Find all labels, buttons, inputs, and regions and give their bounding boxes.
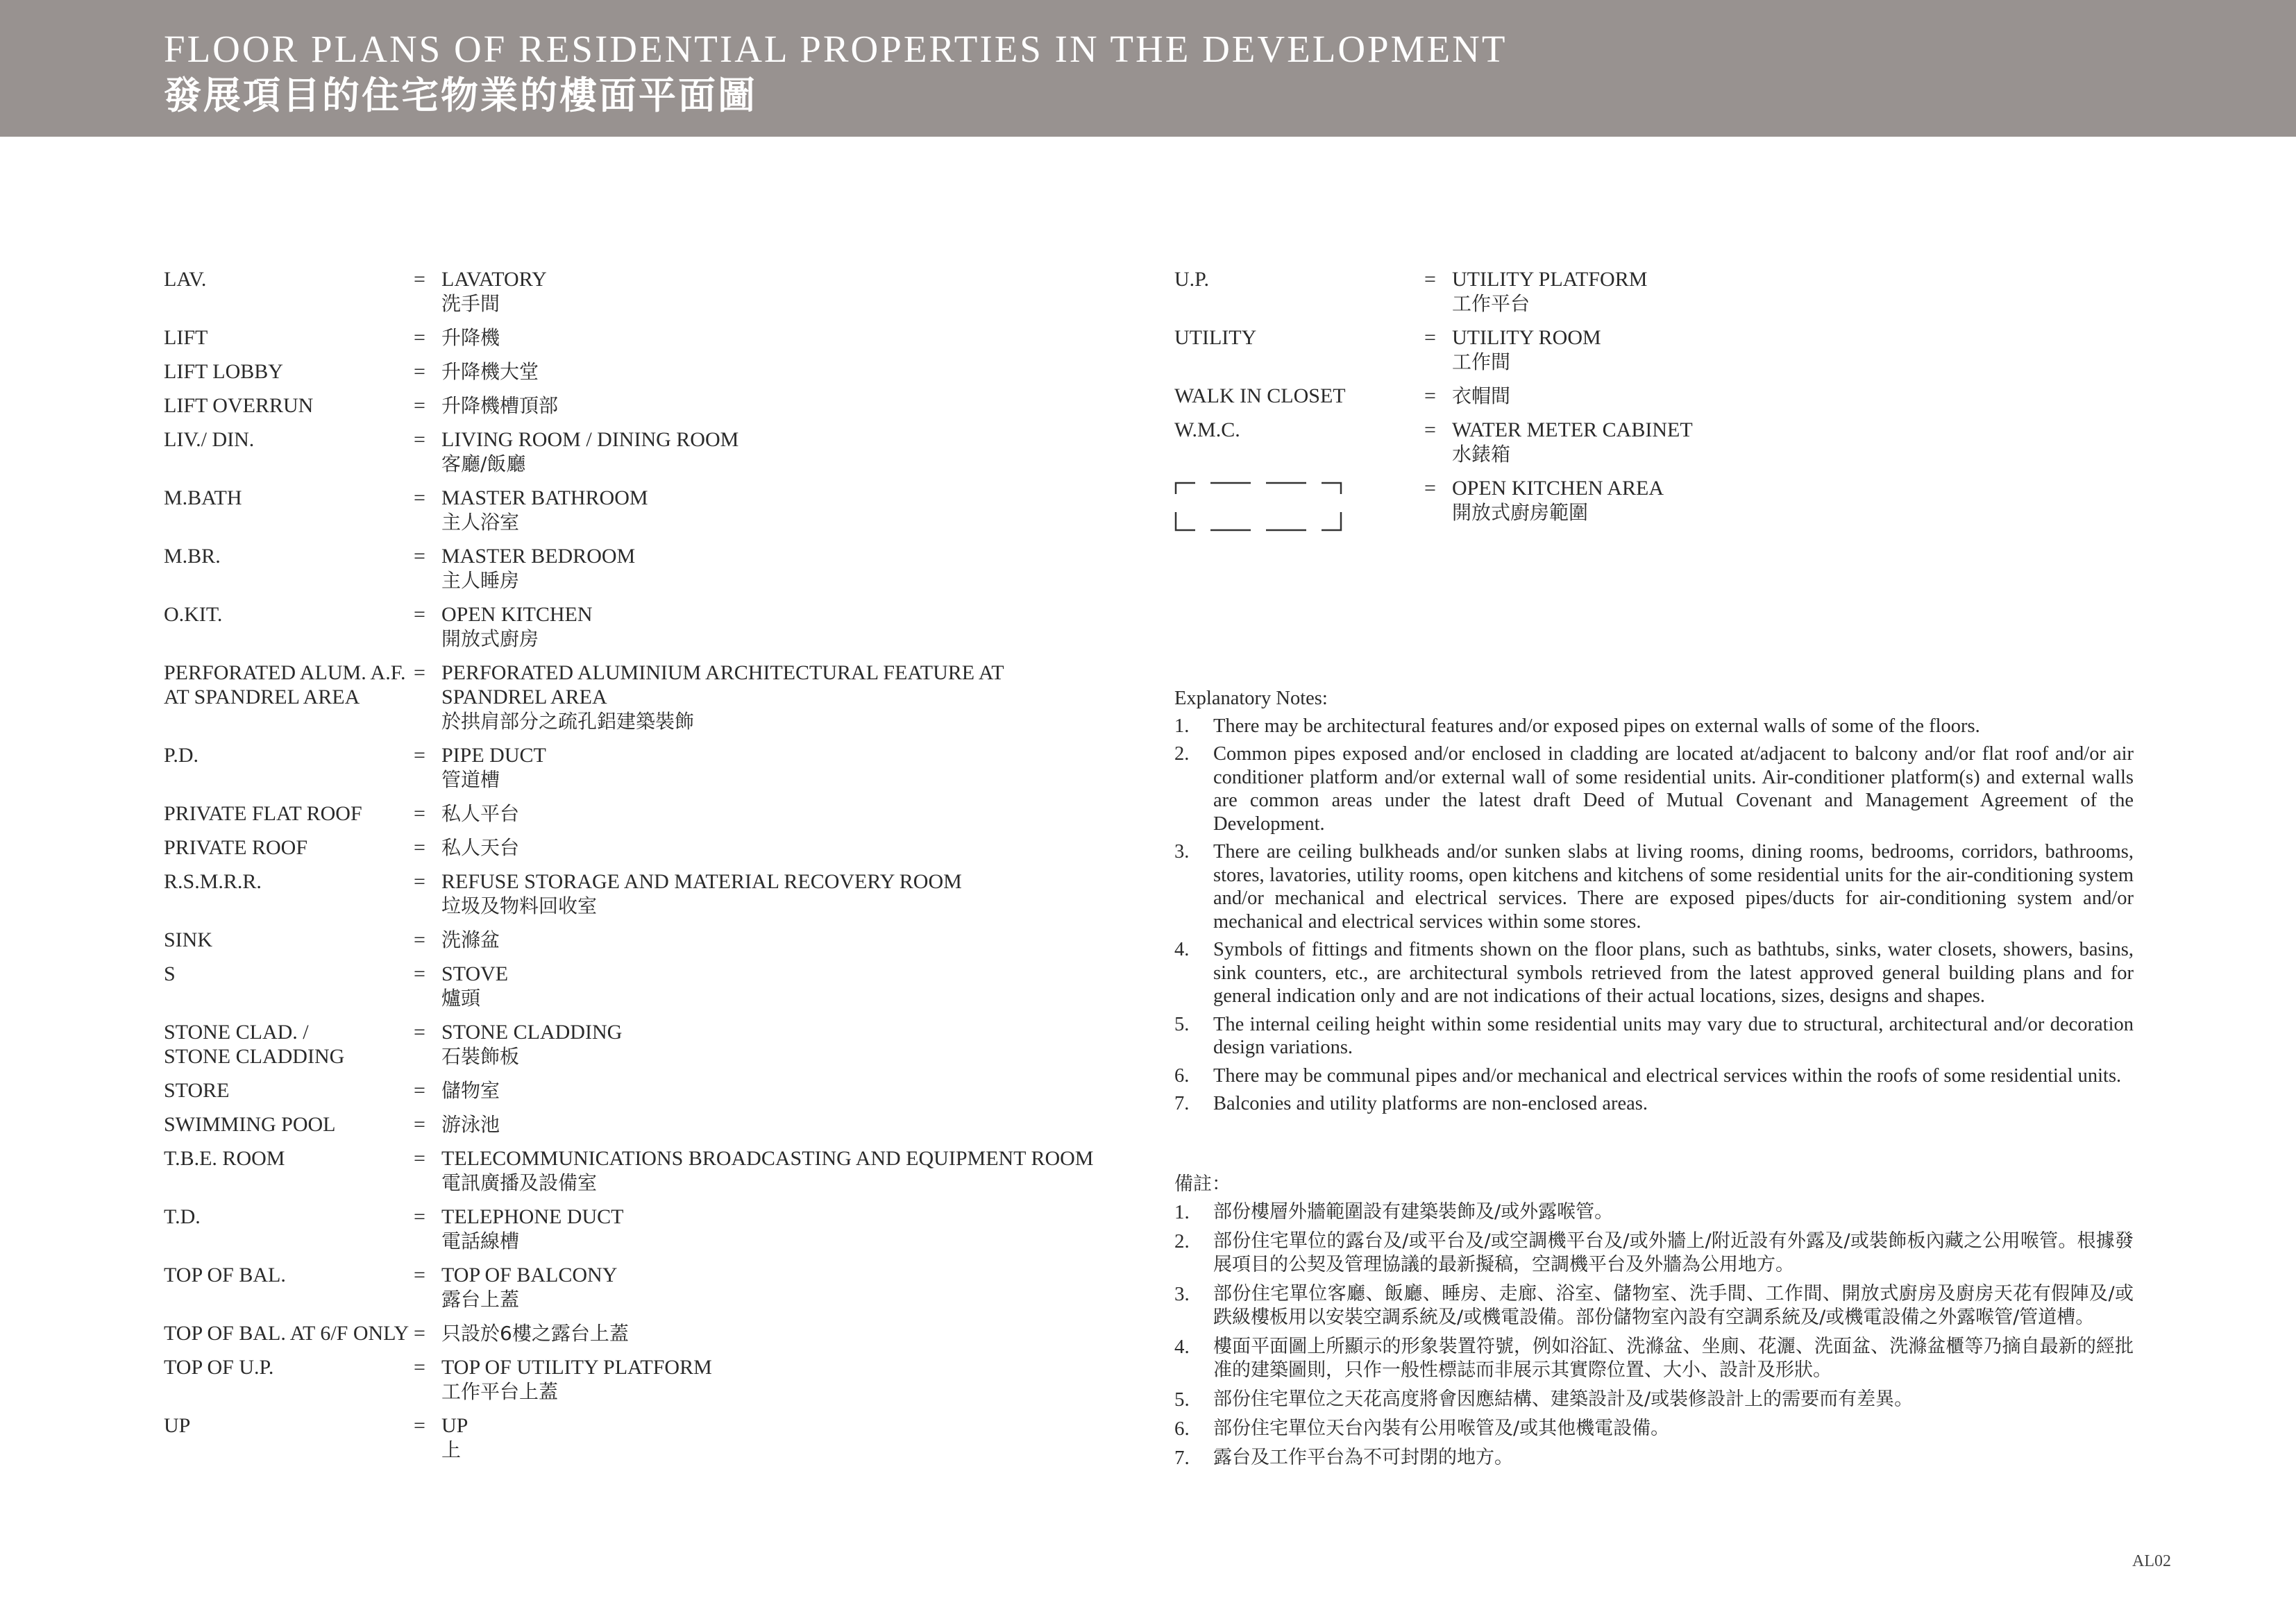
glossary-entry: [164, 1205, 1122, 1253]
glossary-entry: [1174, 418, 2132, 466]
glossary-entry: [164, 743, 1122, 792]
note-text: Balconies and utility platforms are non-enclosed areas.: [1213, 1093, 1648, 1114]
note-number: 6.: [1174, 1418, 1190, 1440]
glossary-term-line: M.BATH: [164, 486, 242, 509]
glossary-definition: [441, 1263, 1122, 1311]
equals-sign: =: [414, 360, 425, 383]
glossary-term-line: PRIVATE FLAT ROOF: [164, 802, 362, 825]
glossary-term: [164, 359, 283, 384]
glossary-definition: [441, 1205, 1122, 1253]
equals-sign: =: [414, 744, 425, 767]
glossary-entry: [164, 486, 1122, 534]
glossary-definition-line: TOP OF BALCONY: [441, 1264, 618, 1286]
equals-sign: =: [414, 394, 425, 417]
note-text: 露台及工作平台為不可封閉的地方。: [1213, 1447, 1513, 1468]
glossary-definition-line: 電訊廣播及設備室: [441, 1171, 598, 1194]
glossary-term-line: S: [164, 962, 176, 985]
glossary-term-line: W.M.C.: [1174, 418, 1240, 441]
glossary-term-line: PERFORATED ALUM. A.F.: [164, 661, 406, 684]
glossary-entry: [1174, 325, 2132, 374]
equals-sign: =: [414, 326, 425, 349]
glossary-definition-line: 洗手間: [441, 292, 500, 315]
glossary-definition: [441, 393, 1122, 418]
glossary-definition-line: WATER METER CABINET: [1452, 418, 1693, 441]
glossary-definition: [441, 835, 1122, 860]
glossary-term: [164, 1263, 286, 1287]
glossary-term-line: SINK: [164, 928, 213, 951]
glossary-definition-line: STONE CLADDING: [441, 1021, 623, 1044]
glossary-definition-line: STOVE: [441, 962, 509, 985]
glossary-term-line: LAV.: [164, 268, 207, 291]
glossary-definition: [441, 962, 1122, 1010]
glossary-definition: [441, 1355, 1122, 1404]
glossary-entry: [164, 1413, 1122, 1462]
glossary-term-line: LIFT LOBBY: [164, 360, 283, 383]
note-item: [1174, 1230, 2134, 1277]
glossary-definition-line: UP: [441, 1414, 469, 1437]
glossary-term: [164, 1413, 190, 1438]
glossary-term: [164, 325, 208, 350]
glossary-definition: [441, 801, 1122, 826]
equals-sign: =: [414, 1079, 425, 1102]
note-text: 樓面平面圖上所顯示的形象裝置符號，例如浴缸、洗滌盆、坐廁、花灑、洗面盆、洗滌盆櫃等乃摘自最新的經批准的建築圖則，只作一般性標誌而非展示其實際位置、大小、設計及形狀。: [1213, 1336, 2134, 1381]
glossary-entry: [164, 1112, 1122, 1137]
glossary-term: [164, 743, 199, 767]
glossary-entry: [164, 544, 1122, 593]
glossary-right: [1174, 267, 2132, 534]
glossary-entry: [164, 325, 1122, 350]
glossary-definition-line: 主人睡房: [441, 569, 520, 592]
glossary-definition-line: 管道槽: [441, 768, 500, 791]
glossary-definition-line: 露台上蓋: [441, 1288, 520, 1311]
page-title-en: FLOOR PLANS OF RESIDENTIAL PROPERTIES IN THE DEVELOPMENT: [164, 28, 1508, 70]
dashed-rectangle-icon: [1174, 477, 1348, 540]
glossary-definition-line: 洗滌盆: [441, 928, 500, 951]
glossary-definition-line: MASTER BEDROOM: [441, 545, 636, 568]
equals-sign: =: [414, 836, 425, 859]
note-text: 部份住宅單位客廳、飯廳、睡房、走廊、浴室、儲物室、洗手間、工作間、開放式廚房及廚房天花有假陣及/或跌級樓板用以安裝空調系統及/或機電設備。部份儲物室內設有空調系統及/或機電設備之外露喉管/管道槽。: [1213, 1283, 2134, 1328]
glossary-term-line: TOP OF U.P.: [164, 1356, 274, 1379]
note-item: [1174, 840, 2134, 933]
glossary-term: [164, 869, 262, 894]
glossary-term-line: M.BR.: [164, 545, 221, 568]
glossary-term: [164, 1078, 229, 1103]
note-number: 2.: [1174, 1230, 1190, 1252]
glossary-definition-line: 開放式廚房範圍: [1452, 501, 1589, 524]
glossary-term-line: LIFT: [164, 326, 208, 349]
note-text: There may be communal pipes and/or mechanical and electrical services within the roofs of some residential units.: [1213, 1064, 2122, 1087]
glossary-definition-line: PERFORATED ALUMINIUM ARCHITECTURAL FEATURE AT: [441, 661, 1004, 684]
glossary-term: [1174, 325, 1256, 350]
equals-sign: =: [1424, 418, 1436, 441]
glossary-definition-line: LAVATORY: [441, 268, 547, 291]
glossary-term-line: LIFT OVERRUN: [164, 394, 314, 417]
glossary-definition-line: OPEN KITCHEN AREA: [1452, 477, 1664, 500]
glossary-definition-line: 只設於6樓之露台上蓋: [441, 1322, 629, 1345]
note-item: [1174, 1013, 2134, 1060]
glossary-definition-line: UTILITY ROOM: [1452, 326, 1601, 349]
glossary-definition: [441, 743, 1122, 792]
glossary-term-line: T.D.: [164, 1205, 201, 1228]
glossary-entry: [164, 1020, 1122, 1069]
equals-sign: =: [414, 1264, 425, 1286]
equals-sign: =: [414, 603, 425, 626]
glossary-term-line: R.S.M.R.R.: [164, 870, 262, 893]
note-item: [1174, 1200, 2134, 1224]
explanatory-notes-en: [1174, 687, 2134, 1121]
equals-sign: =: [414, 428, 425, 451]
note-text: 部份住宅單位的露台及/或平台及/或空調機平台及/或外牆上/附近設有外露及/或裝飾板內藏之公用喉管。根據發展項目的公契及管理協議的最新擬稿，空調機平台及外牆為公用地方。: [1213, 1230, 2134, 1275]
glossary-term: [164, 962, 176, 986]
glossary-term-line: O.KIT.: [164, 603, 223, 626]
glossary-definition-line: OPEN KITCHEN: [441, 603, 593, 626]
glossary-entry: [164, 1263, 1122, 1311]
glossary-definition: [441, 486, 1122, 534]
note-number: 7.: [1174, 1093, 1190, 1114]
glossary-definition-line: 開放式廚房: [441, 627, 539, 650]
equals-sign: =: [1424, 477, 1436, 500]
glossary-entry: [164, 1321, 1122, 1345]
glossary-term: [164, 801, 362, 826]
note-text: Symbols of fittings and fitments shown on the floor plans, such as bathtubs, sinks, water closets, showers, basins, sink counters, etc., are architectural symbols retrieved from the latest approved general building plans and for general indication only and are not indications of their actual locations, sizes, designs and shapes.: [1213, 939, 2134, 1007]
glossary-term: [164, 928, 212, 952]
glossary-term: [164, 486, 242, 510]
glossary-definition-line: 儲物室: [441, 1079, 500, 1102]
glossary-term-line: STORE: [164, 1079, 230, 1102]
glossary-definition: [1452, 418, 2132, 466]
note-number: 3.: [1174, 841, 1190, 863]
glossary-term-line: T.B.E. ROOM: [164, 1147, 285, 1170]
glossary-term: [164, 267, 206, 291]
note-text: There are ceiling bulkheads and/or sunken slabs at living rooms, dining rooms, bedrooms, corridors, bathrooms, stores, lavatories, utility rooms, open kitchens and kitchens of some residential units for the air-conditioning system and/or mechanical and electrical services. There are exposed pipes/ducts for air-conditioning system and/or mechanical and electrical services within some stores.: [1213, 841, 2134, 933]
glossary-definition-line: LIVING ROOM / DINING ROOM: [441, 428, 739, 451]
glossary-term: [1174, 418, 1240, 442]
glossary-definition-line: TELECOMMUNICATIONS BROADCASTING AND EQUIPMENT ROOM: [441, 1147, 1094, 1170]
glossary-definition-line: REFUSE STORAGE AND MATERIAL RECOVERY ROOM: [441, 870, 962, 893]
glossary-definition: [1452, 325, 2132, 374]
note-number: 7.: [1174, 1447, 1190, 1469]
glossary-definition-line: 爐頭: [441, 987, 481, 1010]
glossary-definition: [1452, 267, 2132, 316]
note-number: 5.: [1174, 1388, 1190, 1411]
glossary-term: [164, 1020, 344, 1069]
glossary-term: [164, 544, 221, 568]
note-item: [1174, 1446, 2134, 1470]
glossary-term: [164, 1355, 273, 1379]
glossary-definition: [441, 1146, 1122, 1195]
glossary-entry: [164, 801, 1122, 826]
note-item: [1174, 742, 2134, 835]
note-item: [1174, 1417, 2134, 1441]
glossary-term-line: U.P.: [1174, 268, 1210, 291]
glossary-definition-line: 於拱肩部分之疏孔鋁建築裝飾: [441, 710, 695, 733]
glossary-term-line: AT SPANDREL AREA: [164, 686, 360, 708]
glossary-definition: [441, 928, 1122, 952]
explanatory-notes-zh: [1174, 1173, 2134, 1475]
equals-sign: =: [414, 1205, 425, 1228]
glossary-entry: [164, 1355, 1122, 1404]
note-item: [1174, 1388, 2134, 1411]
note-text: The internal ceiling height within some residential units may vary due to structural, architectural and/or decoration design variations.: [1213, 1013, 2134, 1058]
glossary-definition-line: 水錶箱: [1452, 443, 1511, 466]
glossary-definition: [1452, 384, 2132, 408]
note-number: 6.: [1174, 1064, 1190, 1087]
note-text: There may be architectural features and/or exposed pipes on external walls of some of the floors.: [1213, 715, 1980, 737]
page-title-zh: 發展項目的住宅物業的樓面平面圖: [164, 74, 757, 117]
glossary-term-line: STONE CLADDING: [164, 1045, 345, 1068]
glossary-left: [164, 267, 1122, 1472]
equals-sign: =: [414, 870, 425, 893]
glossary-term: [164, 1205, 201, 1229]
glossary-definition: [441, 544, 1122, 593]
equals-sign: =: [414, 802, 425, 825]
equals-sign: =: [414, 1113, 425, 1136]
glossary-entry: [164, 962, 1122, 1010]
glossary-entry: [164, 359, 1122, 384]
note-number: 4.: [1174, 1336, 1190, 1358]
glossary-term-line: WALK IN CLOSET: [1174, 384, 1346, 407]
header-banner: [0, 0, 2296, 137]
glossary-term-line: TOP OF BAL.: [164, 1264, 286, 1286]
page-number: AL02: [2132, 1552, 2171, 1570]
glossary-entry: [164, 267, 1122, 316]
glossary-definition-line: PIPE DUCT: [441, 744, 546, 767]
equals-sign: =: [414, 928, 425, 951]
note-text: 部份住宅單位之天花高度將會因應結構、建築設計及/或裝修設計上的需要而有差異。: [1213, 1388, 1914, 1410]
glossary-entry: [1174, 476, 2132, 525]
glossary-definition-line: 私人平台: [441, 802, 520, 825]
glossary-term: [164, 1321, 409, 1345]
glossary-definition-line: UTILITY PLATFORM: [1452, 268, 1648, 291]
equals-sign: =: [414, 486, 425, 509]
equals-sign: =: [1424, 384, 1436, 407]
glossary-entry: [164, 869, 1122, 918]
equals-sign: =: [414, 1356, 425, 1379]
glossary-term-line: STONE CLAD. /: [164, 1021, 309, 1044]
equals-sign: =: [414, 545, 425, 568]
glossary-definition-line: MASTER BATHROOM: [441, 486, 648, 509]
glossary-term: [164, 1146, 285, 1171]
glossary-definition: [441, 359, 1122, 384]
equals-sign: =: [414, 268, 425, 291]
glossary-term-line: TOP OF BAL. AT 6/F ONLY: [164, 1322, 410, 1345]
glossary-entry: [1174, 384, 2132, 408]
glossary-entry: [164, 427, 1122, 476]
note-text: 部份住宅單位天台內裝有公用喉管及/或其他機電設備。: [1213, 1418, 1670, 1439]
glossary-definition: [441, 1413, 1122, 1462]
glossary-entry: [164, 928, 1122, 952]
glossary-term: [1174, 384, 1346, 408]
glossary-definition-line: 升降機: [441, 326, 500, 349]
glossary-definition-line: 工作平台: [1452, 292, 1530, 315]
note-number: 4.: [1174, 939, 1190, 960]
glossary-definition-line: 石裝飾板: [441, 1045, 520, 1068]
equals-sign: =: [414, 1021, 425, 1044]
note-item: [1174, 938, 2134, 1008]
glossary-definition-line: 私人天台: [441, 836, 520, 859]
note-text: 部份樓層外牆範圍設有建築裝飾及/或外露喉管。: [1213, 1201, 1614, 1223]
glossary-term: [164, 393, 313, 418]
glossary-term-line: LIV./ DIN.: [164, 428, 255, 451]
glossary-definition: [441, 1321, 1122, 1345]
glossary-term: [164, 661, 406, 709]
note-item: [1174, 1092, 2134, 1116]
glossary-definition-line: 工作間: [1452, 350, 1511, 373]
note-number: 2.: [1174, 743, 1190, 765]
glossary-definition-line: 衣帽間: [1452, 384, 1511, 407]
glossary-entry: [164, 661, 1122, 733]
note-number: 5.: [1174, 1013, 1190, 1035]
equals-sign: =: [1424, 326, 1436, 349]
glossary-definition: [1452, 476, 2132, 525]
glossary-term: [164, 835, 307, 860]
glossary-term: [1174, 267, 1209, 291]
glossary-definition-line: SPANDREL AREA: [441, 686, 607, 708]
glossary-definition-line: TELEPHONE DUCT: [441, 1205, 624, 1228]
glossary-definition: [441, 661, 1122, 733]
glossary-term: [164, 1112, 336, 1137]
glossary-term: [164, 427, 254, 452]
equals-sign: =: [414, 962, 425, 985]
glossary-definition-line: 電話線槽: [441, 1230, 520, 1252]
glossary-definition-line: 客廳/飯廳: [441, 452, 526, 475]
note-number: 1.: [1174, 1201, 1190, 1223]
glossary-definition: [441, 1112, 1122, 1137]
glossary-definition: [441, 427, 1122, 476]
glossary-definition-line: TOP OF UTILITY PLATFORM: [441, 1356, 712, 1379]
notes-list-zh: [1174, 1200, 2134, 1470]
glossary-term-line: PRIVATE ROOF: [164, 836, 307, 859]
glossary-term: [164, 602, 222, 627]
note-number: 1.: [1174, 715, 1190, 737]
glossary-entry: [164, 835, 1122, 860]
notes-list-en: [1174, 715, 2134, 1116]
glossary-entry: [1174, 267, 2132, 316]
glossary-definition: [441, 1020, 1122, 1069]
glossary-term-line: SWIMMING POOL: [164, 1113, 336, 1136]
glossary-entry: [164, 393, 1122, 418]
equals-sign: =: [414, 1147, 425, 1170]
glossary-entry: [164, 1078, 1122, 1103]
note-item: [1174, 715, 2134, 738]
note-item: [1174, 1064, 2134, 1088]
glossary-definition-line: 游泳池: [441, 1113, 500, 1136]
notes-heading-zh: 備註：: [1174, 1173, 1231, 1195]
glossary-entry: [164, 602, 1122, 651]
glossary-term-line: UP: [164, 1414, 191, 1437]
note-item: [1174, 1335, 2134, 1382]
glossary-definition: [441, 325, 1122, 350]
glossary-definition: [441, 267, 1122, 316]
glossary-term-line: P.D.: [164, 744, 199, 767]
equals-sign: =: [414, 1322, 425, 1345]
glossary-definition-line: 垃圾及物料回收室: [441, 894, 598, 917]
equals-sign: =: [414, 661, 425, 684]
note-number: 3.: [1174, 1283, 1190, 1305]
glossary-definition: [441, 869, 1122, 918]
glossary-definition-line: 升降機大堂: [441, 360, 539, 383]
glossary-entry: [164, 1146, 1122, 1195]
equals-sign: =: [414, 1414, 425, 1437]
glossary-definition-line: 升降機槽頂部: [441, 394, 559, 417]
notes-heading-en: Explanatory Notes:: [1174, 688, 1328, 709]
note-item: [1174, 1282, 2134, 1329]
glossary-term-line: UTILITY: [1174, 326, 1257, 349]
equals-sign: =: [1424, 268, 1436, 291]
note-text: Common pipes exposed and/or enclosed in cladding are located at/adjacent to balcony and/or flat roof and/or air conditioner platform and/or external wall of some residential units. Air-conditioner platform(s) and external walls are common areas under the latest draft Deed of Mutual Covenant and Management Agreement of the Development.: [1213, 743, 2134, 835]
glossary-definition-line: 工作平台上蓋: [441, 1380, 559, 1403]
glossary-definition: [441, 1078, 1122, 1103]
glossary-definition-line: 上: [441, 1438, 462, 1461]
glossary-definition-line: 主人浴室: [441, 511, 520, 534]
glossary-definition: [441, 602, 1122, 651]
